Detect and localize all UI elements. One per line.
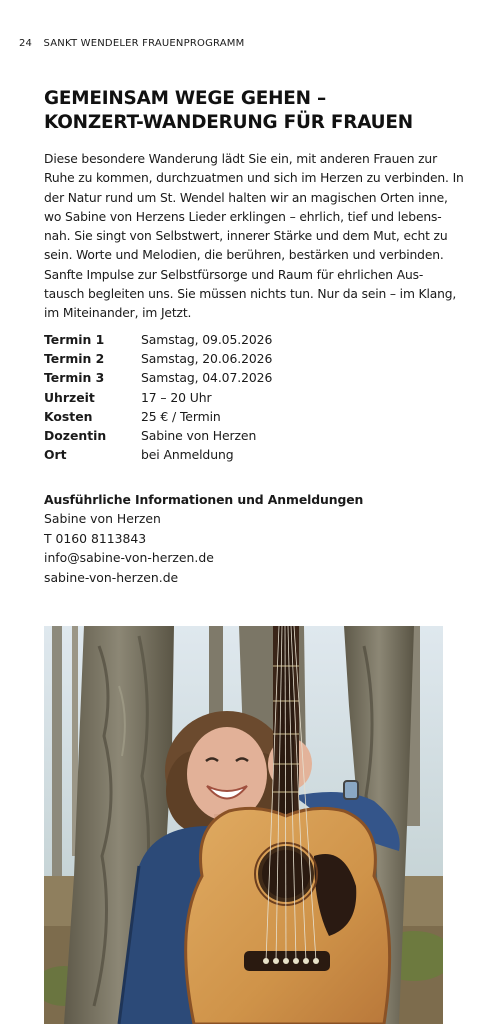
detail-row-kosten <box>44 407 444 426</box>
detail-row-termin-1 <box>44 330 444 349</box>
detail-value: Samstag, 20.06.2026 <box>141 351 273 367</box>
detail-label: Uhrzeit <box>44 389 95 405</box>
body-line: wo Sabine von Herzens Lieder erklingen – ehrlich, tief und lebens- <box>44 209 442 224</box>
contact-name: Sabine von Herzen <box>44 511 161 527</box>
detail-row-ort <box>44 445 444 464</box>
photo-illustration <box>44 626 443 1024</box>
event-details <box>44 330 444 464</box>
detail-label: Termin 2 <box>44 351 105 367</box>
detail-row-termin-2 <box>44 349 444 368</box>
title-line: KONZERT-WANDERUNG FÜR FRAUEN <box>44 112 413 133</box>
body-line: Sanfte Impulse zur Selbstfürsorge und Raum für ehrlichen Aus- <box>44 267 424 282</box>
detail-value: Sabine von Herzen <box>141 428 257 444</box>
body-line: tausch begleiten uns. Sie müssen nichts tun. Nur da sein – im Klang, <box>44 287 457 302</box>
body-line: nah. Sie singt von Selbstwert, innerer Stärke und dem Mut, echt zu <box>44 229 448 244</box>
contact-phone: T 0160 8113843 <box>44 530 147 546</box>
body-line: der Natur rund um St. Wendel halten wir an magischen Orten inne, <box>44 190 448 205</box>
page-number: 24 <box>19 38 33 49</box>
detail-row-dozentin <box>44 426 444 445</box>
publication-title: SANKT WENDELER FRAUENPROGRAMM <box>43 38 245 49</box>
article-body <box>44 150 464 324</box>
detail-value: 17 – 20 Uhr <box>141 389 212 405</box>
title-line: GEMEINSAM WEGE GEHEN – <box>44 88 327 109</box>
article-title <box>44 87 454 135</box>
detail-label: Dozentin <box>44 428 107 444</box>
detail-label: Ort <box>44 447 67 463</box>
body-line: Diese besondere Wanderung lädt Sie ein, mit anderen Frauen zur <box>44 152 437 166</box>
detail-value: Samstag, 04.07.2026 <box>141 370 273 386</box>
detail-row-termin-3 <box>44 368 444 387</box>
detail-label: Termin 3 <box>44 370 105 386</box>
body-line: Ruhe zu kommen, durchzuatmen und sich im Herzen zu verbinden. In <box>44 171 464 186</box>
body-line: sein. Worte und Melodien, die berühren, bestärken und verbinden. <box>44 248 444 263</box>
detail-label: Kosten <box>44 408 93 424</box>
contact-email[interactable]: info@sabine-von-herzen.de <box>44 550 214 566</box>
body-line: im Miteinander, im Jetzt. <box>44 306 192 321</box>
contact-block <box>44 490 444 587</box>
detail-value: 25 € / Termin <box>141 408 221 424</box>
contact-website[interactable]: sabine-von-herzen.de <box>44 569 179 585</box>
photo-woman-with-guitar <box>44 626 443 1024</box>
detail-value: bei Anmeldung <box>141 447 234 463</box>
detail-value: Samstag, 09.05.2026 <box>141 332 273 347</box>
page-header <box>19 38 244 49</box>
detail-label: Termin 1 <box>44 332 105 347</box>
contact-heading: Ausführliche Informationen und Anmeldungen <box>44 492 364 507</box>
detail-row-uhrzeit <box>44 388 444 407</box>
